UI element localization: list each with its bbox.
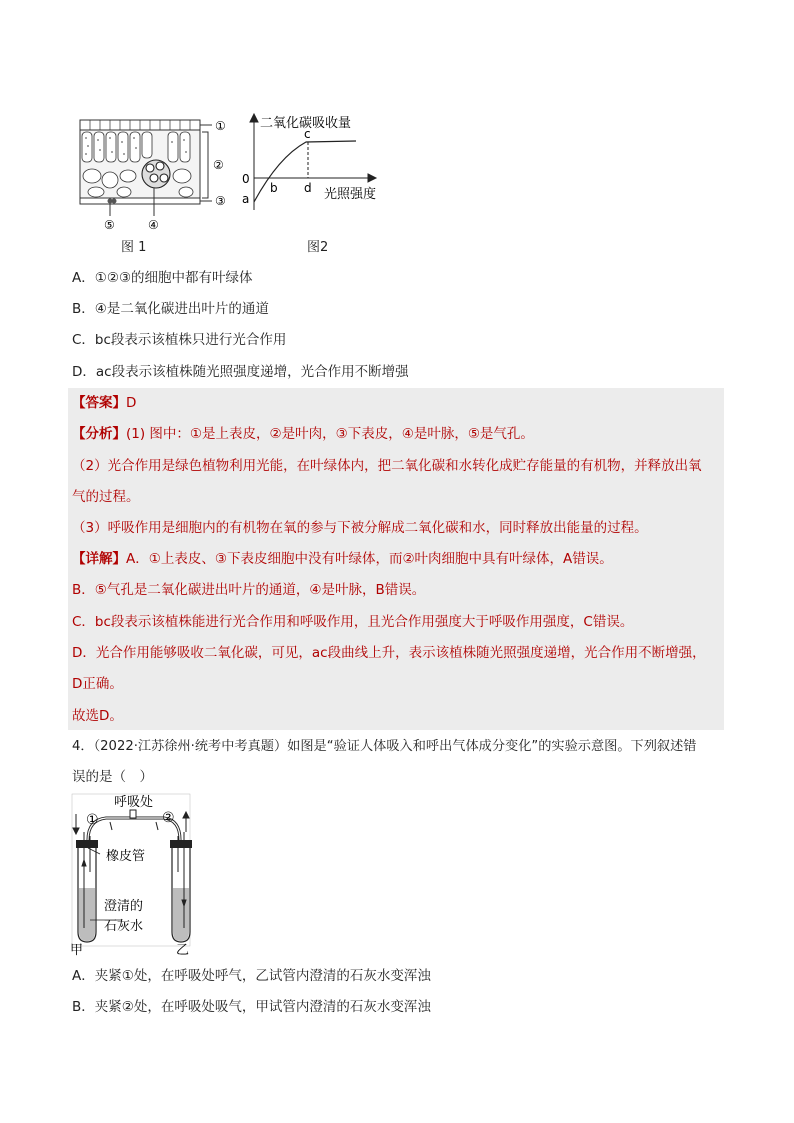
analysis-line-2b: 气的过程。 (72, 489, 140, 505)
analysis-text-1: (1) 图中：①是上表皮，②是叶肉，③下表皮，④是叶脉，⑤是气孔。 (126, 426, 534, 442)
q4-stem-line-1: 4．（2022·江苏徐州·统考中考真题）如图是“验证人体吸入和呼出气体成分变化”的实验示意图。下列叙述错 (72, 739, 697, 754)
fig2-point-b: b (270, 181, 278, 195)
q3-option-b: B．④是二氧化碳进出叶片的通道 (72, 301, 269, 317)
fig1-label-5: ⑤ (104, 218, 115, 232)
leaf-cross-section-figure (74, 114, 244, 234)
q4-label-tube: 橡皮管 (106, 849, 146, 864)
fig1-caption: 图 1 (121, 240, 147, 255)
answer-tag: 【答案】 (72, 395, 126, 411)
q4-label-jia: 甲 (70, 943, 84, 956)
fig2-ylabel: 二氧化碳吸收量 (260, 116, 352, 131)
fig2-xlabel: 光照强度 (324, 187, 377, 202)
q4-option-b: B．夹紧②处，在呼吸处吸气，甲试管内澄清的石灰水变浑浊 (72, 999, 431, 1015)
q4-stem-line-2: 误的是（ ） (72, 769, 153, 785)
fig2-point-d: d (304, 181, 312, 195)
fig1-label-1: ① (215, 119, 226, 133)
fig2-point-a: a (242, 192, 250, 206)
fig2-point-0: 0 (242, 172, 250, 186)
detail-line-a (72, 549, 613, 569)
detail-line-d2: D正确。 (72, 676, 123, 692)
detail-text-a: A．①上表皮、③下表皮细胞中没有叶绿体，而②叶肉细胞中具有叶绿体，A错误。 (126, 551, 613, 567)
detail-tag: 【详解】 (72, 551, 126, 567)
fig1-label-2: ② (213, 158, 224, 172)
analysis-line-2a: （2）光合作用是绿色植物利用光能，在叶绿体内，把二氧化碳和水转化成贮存能量的有机物，并释放出氧 (72, 458, 702, 474)
q4-option-a: A．夹紧①处，在呼吸处呼气，乙试管内澄清的石灰水变浑浊 (72, 968, 431, 984)
fig2-caption: 图2 (307, 240, 329, 255)
q4-label-2: ② (162, 810, 175, 826)
conclusion-line: 故选D。 (72, 708, 123, 724)
analysis-line-3: （3）呼吸作用是细胞内的有机物在氧的参与下被分解成二氧化碳和水，同时释放出能量的过程。 (72, 520, 648, 536)
fig2-point-c: c (304, 127, 311, 141)
detail-line-d1: D．光合作用能够吸收二氧化碳，可见，ac段曲线上升，表示该植株随光照强度递增，光合作用不断增强， (72, 645, 706, 661)
co2-absorption-graph (236, 108, 396, 218)
analysis-tag: 【分析】 (72, 426, 126, 442)
fig1-label-3: ③ (215, 194, 226, 208)
q4-label-breath: 呼吸处 (114, 795, 154, 810)
breathing-apparatus-figure (66, 792, 196, 956)
q3-option-d: D．ac段表示该植株随光照强度递增，光合作用不断增强 (72, 364, 409, 380)
answer-value: D (126, 395, 137, 411)
q3-option-a: A．①②③的细胞中都有叶绿体 (72, 270, 253, 286)
q4-label-water-2: 石灰水 (104, 919, 144, 934)
fig1-label-4: ④ (148, 218, 159, 232)
analysis-line-1 (72, 424, 534, 444)
detail-line-b: B．⑤气孔是二氧化碳进出叶片的通道，④是叶脉，B错误。 (72, 582, 426, 598)
q4-label-1: ① (86, 812, 99, 828)
q3-option-c: C．bc段表示该植株只进行光合作用 (72, 332, 287, 348)
answer-line (72, 393, 136, 413)
q4-label-water-1: 澄清的 (104, 899, 144, 914)
q4-label-yi: 乙 (176, 943, 190, 956)
detail-line-c: C．bc段表示该植株能进行光合作用和呼吸作用，且光合作用强度大于呼吸作用强度，C错误。 (72, 614, 634, 630)
